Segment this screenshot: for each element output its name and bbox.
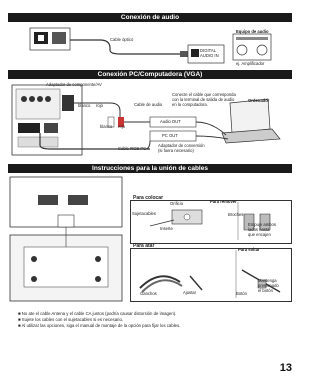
- red-plug-label: rojo: [96, 103, 103, 108]
- white-plug-label: blanco: [78, 103, 91, 108]
- section-banner-cables: Instrucciones para la unión de cables: [8, 164, 292, 173]
- clips-label: Sujetacables: [132, 211, 156, 216]
- remove-title: Para remover: [210, 199, 237, 204]
- fasten-label: Ganchos: [140, 291, 157, 296]
- keep-line-2: presionado: [258, 283, 279, 288]
- optical-cable-label: Cable óptico: [110, 37, 134, 42]
- push-line-1: Empuje ambos: [248, 222, 276, 227]
- audio-cable-label: Cable de audio: [134, 102, 163, 107]
- red-plug-label-2: rojo: [118, 124, 125, 129]
- converter-line-1: Adaptador de conversión: [158, 143, 205, 148]
- tie-title: Para atar: [133, 243, 155, 249]
- section-banner-audio: Conexión de audio: [8, 13, 292, 22]
- footnote-2-text: Sujete los cables con el sujetacables si es necesario.: [21, 317, 124, 322]
- amplifier-example-label: ej. Amplificador: [236, 61, 265, 66]
- rgb-cable-label: Cable RGB PC: [118, 146, 147, 151]
- audio-equipment-label: Equipo de audio: [236, 29, 269, 34]
- footnote-1-text: No ate el cable Antena y el cable CA juntos (podría causar distorsión de imagen).: [21, 311, 177, 316]
- tv-rear-illustration: [8, 175, 126, 305]
- component-adapter-label: Adaptador de componente/AV: [46, 82, 102, 87]
- computer-label: Ordenador: [248, 98, 270, 103]
- note-line-2: con la terminal de salida de audio: [172, 97, 235, 102]
- loosen-title: Para soltar: [238, 247, 260, 252]
- adjust-label: Ajustar: [183, 290, 197, 295]
- pc-diagram: [0, 79, 300, 164]
- footnote-1: ■ No ate el cable Antena y el cable CA juntos (podría causar distorsión de imagen).: [18, 311, 177, 316]
- push-line-3: que encajen: [248, 232, 271, 237]
- insert-label: Inserte: [160, 226, 173, 231]
- converter-line-2: (si fuera necesario): [158, 148, 194, 153]
- pc-out-port-label: PC OUT: [162, 133, 178, 138]
- orifice-label: Orificio: [170, 201, 184, 206]
- keep-line-3: el botón: [258, 288, 273, 293]
- hooks-label: Broches: [228, 212, 244, 217]
- keep-line-1: Mantenga: [258, 278, 277, 283]
- knob-label: Botón: [236, 291, 247, 296]
- note-line-3: en la computadora.: [172, 102, 208, 107]
- page-number: 13: [279, 362, 292, 374]
- audio-out-port-label: Audio OUT: [160, 119, 181, 124]
- port-digital-label: DIGITAL: [200, 48, 216, 53]
- footnote-3-text: Al utilizar las opciones, siga el manual de montaje de la opción para fijar los cables.: [21, 323, 181, 328]
- section-banner-pc: Conexión PC/Computadora (VGA): [8, 70, 292, 79]
- white-plug-label-2: blanco: [100, 124, 113, 129]
- attach-title: Para colocar: [133, 195, 164, 201]
- note-line-1: Conecte el cable que corresponda: [172, 92, 236, 97]
- push-line-2: lados hasta: [248, 227, 270, 232]
- footnote-2: ■ Sujete los cables con el sujetacables si es necesario.: [18, 317, 124, 322]
- footnote-3: ■ Al utilizar las opciones, siga el manual de montaje de la opción para fijar los cables.: [18, 323, 181, 328]
- port-audio-in-label: AUDIO IN: [200, 53, 219, 58]
